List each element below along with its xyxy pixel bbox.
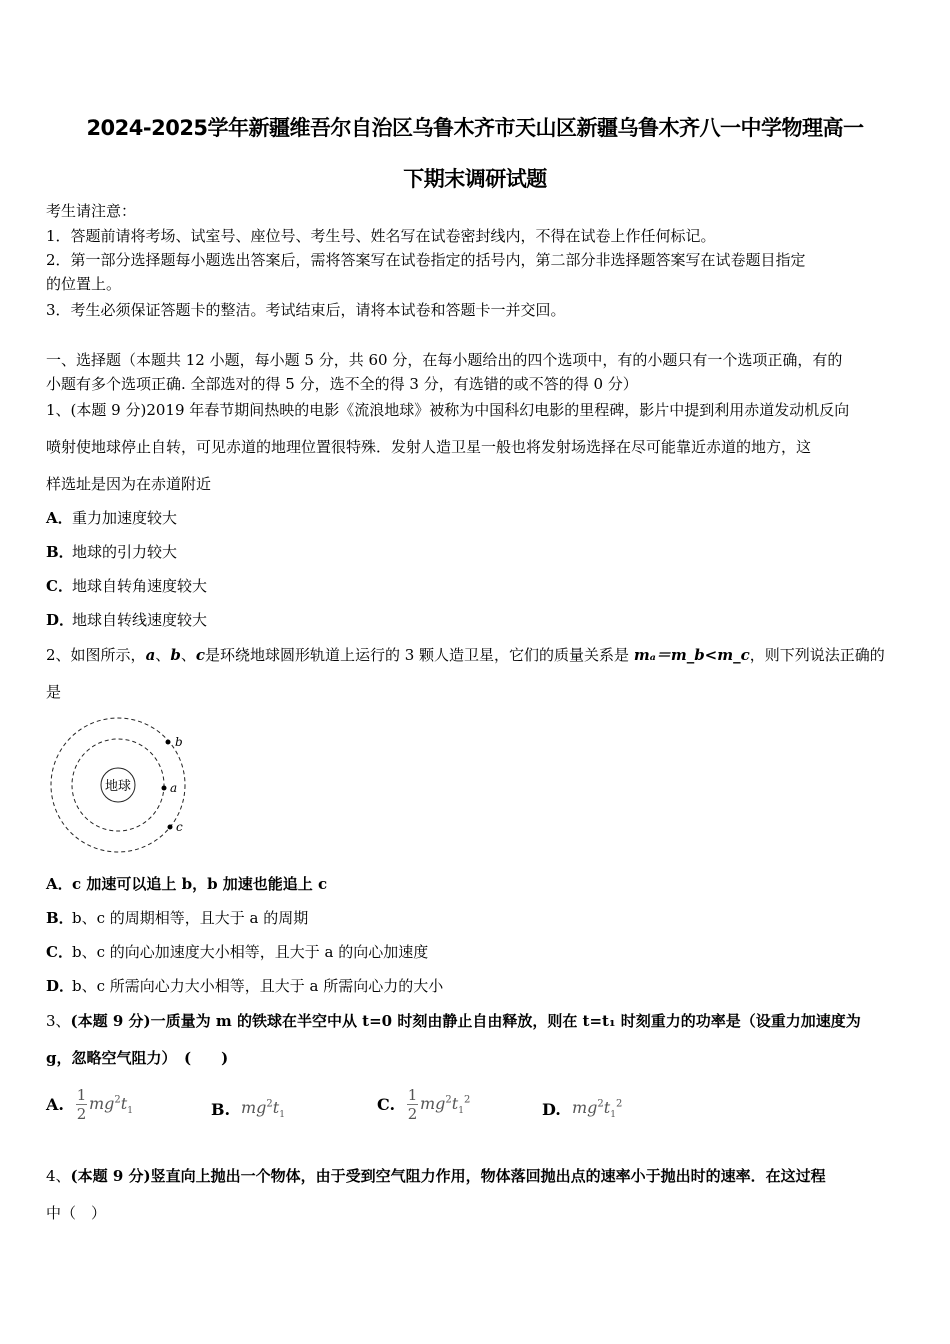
q3-option-c[interactable] (377, 1082, 470, 1126)
q1-line2: 喷射使地球停止自转，可见赤道的地理位置很特殊．发射人造卫星一般也将发射场选择在尽可能靠近赤道的地方，这 (46, 438, 812, 456)
notice-item-2-cont: 的位置上。 (46, 275, 122, 293)
q2-var-a: a (145, 646, 156, 664)
q1-option-a[interactable] (46, 508, 177, 528)
q1-option-c-text: 地球自转角速度较大 (72, 577, 208, 595)
notice-item-1: 1．答题前请将考场、试室号、座位号、考生号、姓名写在试卷密封线内，不得在试卷上作任何标记。 (46, 227, 716, 245)
q2-option-b-letter: B． (46, 909, 74, 927)
q3-text-1: (本题 9 分)一质量为 m 的铁球在半空中从 t=0 时刻由静止自由释放，则在 t=t₁ 时刻重力的功率是（设重力加速度为 (70, 1012, 861, 1030)
q4-text-1: (本题 9 分)竖直向上抛出一个物体，由于受到空气阻力作用，物体落回抛出点的速率小于抛出时的速率．在这过程 (70, 1167, 826, 1185)
q1-option-d[interactable] (46, 610, 207, 630)
earth-label: 地球 (104, 779, 132, 794)
q2-var-c: c (195, 646, 205, 664)
q3-number: 3、 (46, 1012, 71, 1030)
q1-option-a-text: 重力加速度较大 (72, 509, 178, 527)
notice-heading: 考生请注意： (46, 202, 137, 220)
q3-option-b[interactable] (211, 1094, 285, 1124)
q3-option-d[interactable] (542, 1094, 622, 1124)
q2-var-b: b (170, 646, 181, 664)
q1-option-d-letter: D． (46, 611, 75, 629)
q1-option-c[interactable] (46, 576, 207, 596)
q2-option-d-text: b、c 所需向心力大小相等，且大于 a 所需向心力的大小 (72, 977, 444, 995)
orbit-diagram (46, 714, 196, 856)
satellite-b-label: b (175, 735, 183, 749)
exam-title-line2: 下期末调研试题 (403, 167, 547, 191)
q4-line2: 中（ ） (46, 1204, 107, 1222)
q2-option-d-letter: D． (46, 977, 75, 995)
q2-text-post: ，则下列说法正确的 (749, 646, 885, 664)
q2-option-b-text: b、c 的周期相等，且大于 a 的周期 (72, 909, 309, 927)
q2-text-mid: 是环绕地球圆形轨道上运行的 3 颗人造卫星，它们的质量关系是 (204, 646, 634, 664)
q3-option-c-letter: C. (377, 1094, 396, 1114)
q3-line2: g，忽略空气阻力） ( ) (46, 1049, 229, 1067)
q1-option-b[interactable] (46, 542, 177, 562)
q1-text-1: (本题 9 分)2019 年春节期间热映的电影《流浪地球》被称为中国科幻电影的里程碑，影片中提到利用赤道发动机反向 (70, 401, 850, 419)
section-heading-line2: 小题有多个选项正确. 全部选对的得 5 分，选不全的得 3 分，有选错的或不答的得 0 分） (46, 375, 638, 393)
q3-line1 (46, 1011, 861, 1031)
q2-option-c-text: b、c 的向心加速度大小相等，且大于 a 的向心加速度 (72, 943, 429, 961)
q2-line1 (46, 645, 885, 665)
satellite-c-label: c (176, 820, 183, 834)
q2-option-a-text: c 加速可以追上 b，b 加速也能追上 c (72, 875, 328, 893)
q2-option-c[interactable] (46, 942, 428, 962)
q3-option-b-letter: B. (211, 1099, 231, 1119)
q1-line3: 样选址是因为在赤道附近 (46, 475, 212, 493)
q2-mass-relation: mₐ＝m_b<m_c (633, 646, 750, 664)
q4-line1 (46, 1166, 826, 1186)
q4-number: 4、 (46, 1167, 71, 1185)
q2-sep: 、 (155, 646, 171, 664)
q3-option-a-expr: $\frac{1}{2}$ $mg^2t_1$ (76, 1085, 133, 1123)
q3-option-d-letter: D. (542, 1099, 561, 1119)
satellite-b-dot (166, 740, 171, 745)
exam-title-line1: 2024-2025学年新疆维吾尔自治区乌鲁木齐市天山区新疆乌鲁木齐八一中学物理高一 (86, 116, 864, 140)
q2-text-pre: 如图所示， (70, 646, 146, 664)
section-heading-line1: 一、选择题（本题共 12 小题，每小题 5 分，共 60 分，在每小题给出的四个选项中，有的小题只有一个选项正确，有的 (46, 351, 843, 369)
q3-option-a[interactable] (46, 1082, 133, 1126)
q2-option-d[interactable] (46, 976, 443, 996)
q2-number: 2、 (46, 646, 71, 664)
satellite-a-dot (162, 786, 167, 791)
q1-option-b-text: 地球的引力较大 (72, 543, 178, 561)
satellite-c-dot (168, 825, 173, 830)
q1-line1 (46, 400, 849, 420)
q1-option-c-letter: C． (46, 577, 73, 595)
q2-sep: 、 (180, 646, 196, 664)
q2-option-a-letter: A． (46, 875, 73, 893)
q3-option-b-expr: $mg^2t_1$ (241, 1097, 285, 1121)
q1-option-a-letter: A． (46, 509, 73, 527)
q3-option-d-expr: $mg^2t_1^2$ (572, 1097, 623, 1121)
q1-option-d-text: 地球自转线速度较大 (72, 611, 208, 629)
notice-item-3: 3．考生必须保证答题卡的整洁。考试结束后，请将本试卷和答题卡一并交回。 (46, 301, 566, 319)
satellite-a-label: a (170, 781, 178, 795)
q2-option-b[interactable] (46, 908, 308, 928)
q1-number: 1、 (46, 401, 71, 419)
q2-option-c-letter: C． (46, 943, 73, 961)
q2-option-a[interactable] (46, 874, 327, 894)
q1-option-b-letter: B． (46, 543, 74, 561)
q3-option-c-expr: $\frac{1}{2}$ $mg^2t_1^2$ (407, 1085, 471, 1123)
notice-item-2: 2．第一部分选择题每小题选出答案后，需将答案写在试卷指定的括号内，第二部分非选择题答案写在试卷题目指定 (46, 251, 806, 269)
q3-option-a-letter: A. (46, 1094, 64, 1114)
q2-line2: 是 (46, 683, 62, 701)
